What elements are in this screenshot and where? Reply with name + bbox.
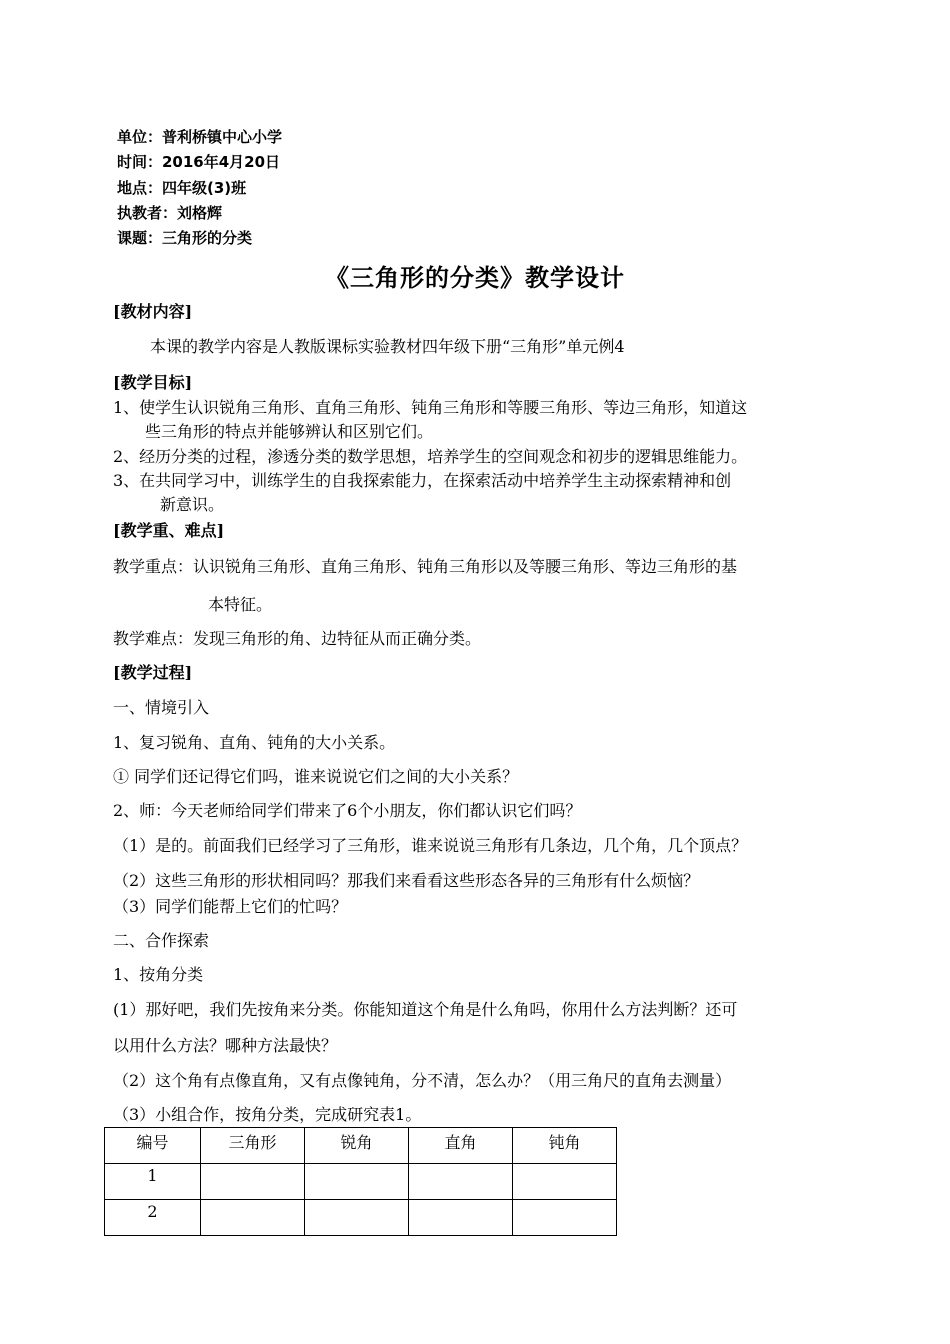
table-header-cell: 三角形 (201, 1128, 305, 1164)
table-header-row (105, 1128, 617, 1164)
step-1-title: 一、情境引入 (113, 698, 210, 717)
table-row (105, 1164, 617, 1200)
header-topic: 课题：三角形的分类 (117, 229, 253, 247)
header-time: 时间：2016年4月20日 (117, 153, 281, 171)
step-2-1: 1、按角分类 (113, 965, 204, 984)
content-heading: [教材内容] (113, 302, 193, 321)
goal-2: 2、经历分类的过程，渗透分类的数学思想，培养学生的空间观念和初步的逻辑思维能力。 (113, 447, 748, 466)
goal-1-line-1: 1、使学生认识锐角三角形、直角三角形、钝角三角形和等腰三角形、等边三角形，知道这 (113, 398, 748, 417)
step-1-2b: （2）这些三角形的形状相同吗？那我们来看看这些形态各异的三角形有什么烦恼？ (113, 871, 700, 890)
table-cell (409, 1164, 513, 1200)
step-2-1a-line-2: 以用什么方法？哪种方法最快？ (113, 1036, 338, 1055)
step-1-1: 1、复习锐角、直角、钝角的大小关系。 (113, 733, 396, 752)
header-place: 地点：四年级(3)班 (117, 179, 247, 197)
table-cell (513, 1200, 617, 1236)
table-cell (305, 1200, 409, 1236)
step-1-2a: （1）是的。前面我们已经学习了三角形，谁来说说三角形有几条边，几个角，几个顶点？ (113, 836, 748, 855)
document-title: 《三角形的分类》教学设计 (325, 264, 625, 292)
table-header-cell: 编号 (105, 1128, 201, 1164)
goal-3-line-2: 新意识。 (160, 495, 225, 514)
table-cell: 2 (105, 1200, 201, 1236)
step-1-1a: ① 同学们还记得它们吗，谁来说说它们之间的大小关系？ (113, 767, 519, 786)
step-2-1c: （3）小组合作，按角分类，完成研究表1。 (113, 1105, 422, 1124)
step-2-title: 二、合作探索 (113, 931, 210, 950)
process-heading: [教学过程] (113, 663, 193, 682)
key-point-line-1: 教学重点：认识锐角三角形、直角三角形、钝角三角形以及等腰三角形、等边三角形的基 (113, 557, 738, 576)
difficulty-point: 教学难点：发现三角形的角、边特征从而正确分类。 (113, 629, 482, 648)
key-heading: [教学重、难点] (113, 521, 225, 540)
research-table-1 (104, 1127, 617, 1236)
step-2-1a-line-1: (1）那好吧，我们先按角来分类。你能知道这个角是什么角吗，你用什么方法判断？还可 (113, 1000, 738, 1019)
content-text: 本课的教学内容是人教版课标实验教材四年级下册“三角形”单元例4 (150, 337, 625, 356)
table-cell: 1 (105, 1164, 201, 1200)
table-header-cell: 钝角 (513, 1128, 617, 1164)
table-header-cell: 直角 (409, 1128, 513, 1164)
table-header-cell: 锐角 (305, 1128, 409, 1164)
goal-1-line-2: 些三角形的特点并能够辨认和区别它们。 (145, 422, 434, 441)
table-cell (409, 1200, 513, 1236)
step-2-1b: （2）这个角有点像直角，又有点像钝角，分不清，怎么办？（用三角尺的直角去测量） (113, 1071, 732, 1090)
step-1-2c: （3）同学们能帮上它们的忙吗？ (113, 897, 348, 916)
goals-heading: [教学目标] (113, 373, 193, 392)
header-teacher: 执教者：刘格辉 (117, 204, 223, 222)
table-cell (513, 1164, 617, 1200)
header-unit: 单位：普利桥镇中心小学 (117, 128, 283, 146)
step-1-2: 2、师：今天老师给同学们带来了6个小朋友，你们都认识它们吗？ (113, 801, 582, 820)
key-point-line-2: 本特征。 (208, 595, 273, 614)
table-cell (305, 1164, 409, 1200)
table-cell (201, 1164, 305, 1200)
table-row (105, 1200, 617, 1236)
goal-3-line-1: 3、在共同学习中，训练学生的自我探索能力，在探索活动中培养学生主动探索精神和创 (113, 471, 732, 490)
table-cell (201, 1200, 305, 1236)
